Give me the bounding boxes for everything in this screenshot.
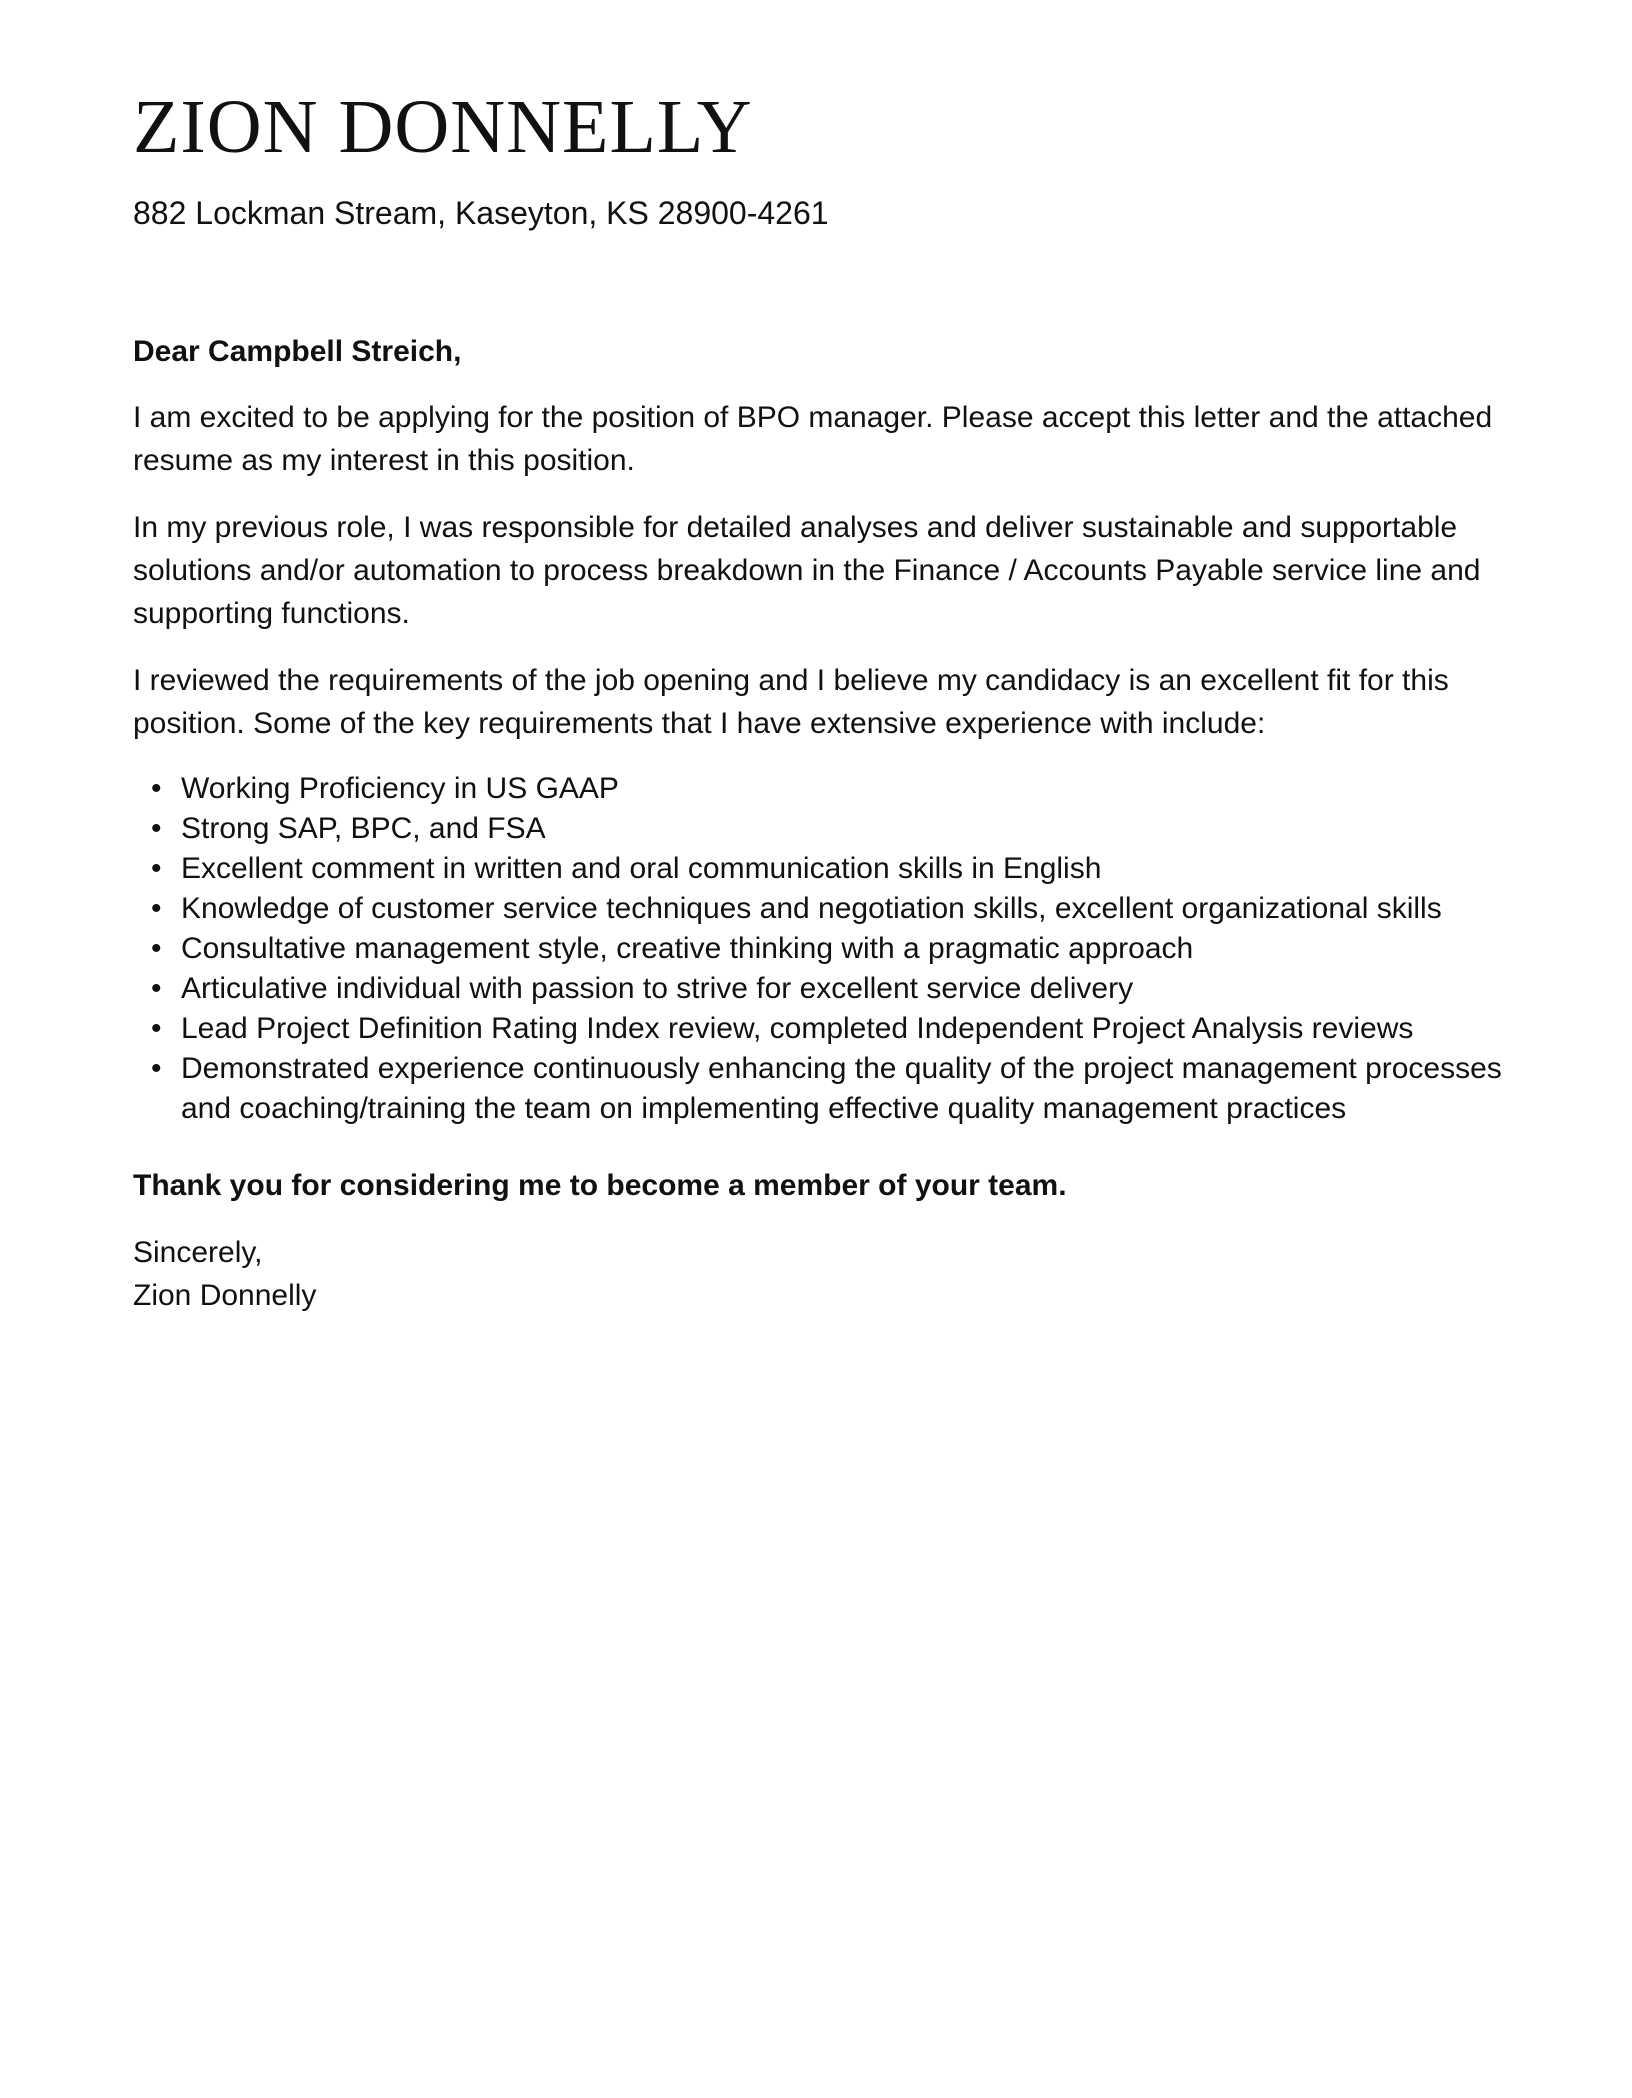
bullet-icon: •	[151, 1012, 162, 1045]
applicant-address: 882 Lockman Stream, Kaseyton, KS 28900-4261	[133, 195, 829, 231]
signoff-block	[133, 1231, 1503, 1317]
paragraph-intro: I am excited to be applying for the position of BPO manager. Please accept this letter and the attached resume as my interest in this position.	[133, 401, 1493, 477]
requirement-text: Lead Project Definition Rating Index review, completed Independent Project Analysis reviews	[181, 1012, 1414, 1045]
list-item	[151, 929, 1503, 969]
salutation: Dear Campbell Streich,	[133, 335, 462, 368]
list-item	[151, 969, 1503, 1009]
paragraph-previous-role: In my previous role, I was responsible for detailed analyses and deliver sustainable and supportable solutions and/or automation to process breakdown in the Finance / Accounts Payable service line and supporting functions.	[133, 511, 1481, 630]
requirement-text: Knowledge of customer service techniques and negotiation skills, excellent organizational skills	[181, 892, 1442, 925]
list-item	[151, 889, 1503, 929]
list-item	[151, 1049, 1503, 1129]
requirements-list	[133, 769, 1503, 1129]
requirement-text: Articulative individual with passion to strive for excellent service delivery	[181, 972, 1134, 1005]
requirement-text: Strong SAP, BPC, and FSA	[181, 812, 546, 845]
list-item	[151, 809, 1503, 849]
closing-line: Thank you for considering me to become a member of your team.	[133, 1169, 1067, 1202]
requirement-text: Demonstrated experience continuously enhancing the quality of the project management processes and coaching/training the team on implementing effective quality management practices	[181, 1052, 1502, 1125]
bullet-icon: •	[151, 772, 162, 805]
signoff: Sincerely,	[133, 1236, 263, 1269]
bullet-icon: •	[151, 1052, 162, 1085]
bullet-icon: •	[151, 812, 162, 845]
bullet-icon: •	[151, 852, 162, 885]
list-item	[151, 769, 1503, 809]
list-item	[151, 1009, 1503, 1049]
requirement-text: Excellent comment in written and oral communication skills in English	[181, 852, 1102, 885]
letter-body	[133, 330, 1503, 1317]
bullet-icon: •	[151, 972, 162, 1005]
bullet-icon: •	[151, 932, 162, 965]
requirement-text: Working Proficiency in US GAAP	[181, 772, 619, 805]
list-item	[151, 849, 1503, 889]
requirement-text: Consultative management style, creative thinking with a pragmatic approach	[181, 932, 1194, 965]
applicant-name: ZION DONNELLY	[133, 85, 753, 169]
paragraph-requirements-intro: I reviewed the requirements of the job opening and I believe my candidacy is an excellent fit for this position. Some of the key requirements that I have extensive experience with include:	[133, 664, 1449, 740]
signature-name: Zion Donnelly	[133, 1279, 317, 1312]
bullet-icon: •	[151, 892, 162, 925]
